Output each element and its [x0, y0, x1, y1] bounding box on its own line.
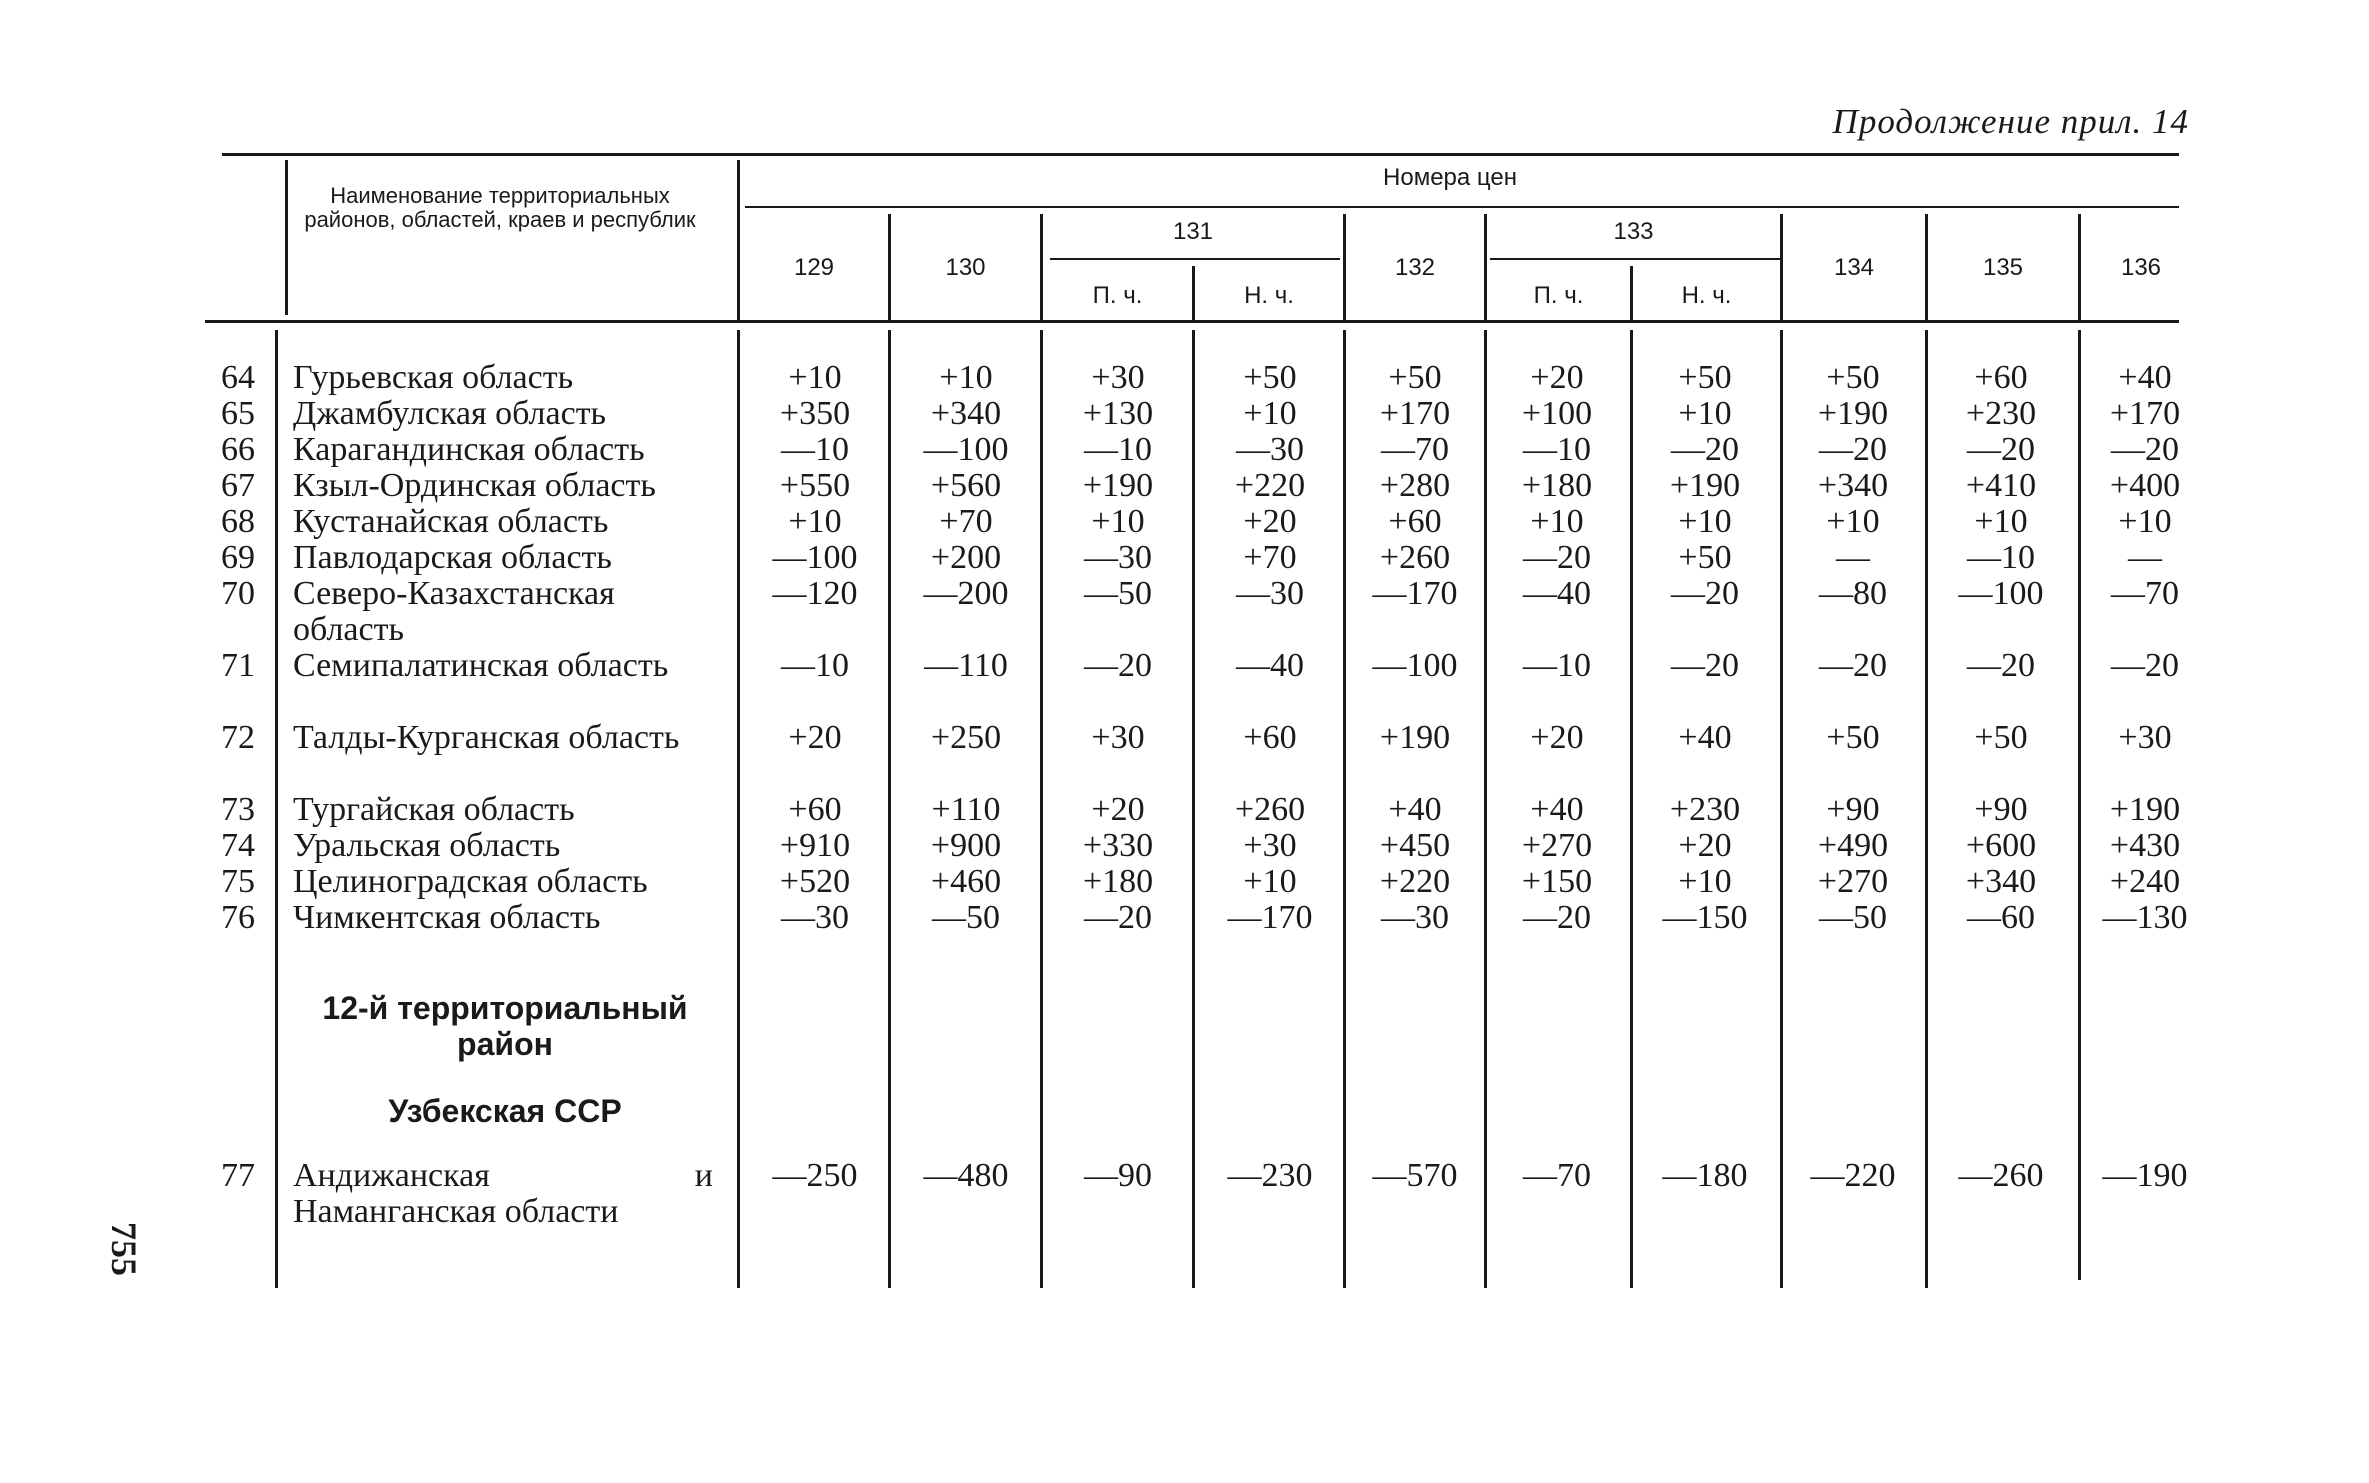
row-number: 68: [221, 503, 255, 540]
value-133-p: +270: [1521, 827, 1593, 864]
region-name: Кзыл-Ординская область: [293, 467, 656, 504]
value-133-n: +10: [1678, 863, 1732, 900]
value-133-n: +50: [1678, 359, 1732, 396]
value-134: +50: [1826, 359, 1880, 396]
value-134: +490: [1817, 827, 1889, 864]
header-bottom-rule: [205, 320, 2179, 323]
sub-131-underline: [1050, 258, 1340, 260]
header-col-134: 134: [1833, 254, 1875, 281]
value-129: +20: [788, 719, 842, 756]
value-133-n: —20: [1671, 431, 1739, 468]
value-132: +260: [1379, 539, 1451, 576]
value-133-n: —20: [1671, 647, 1739, 684]
body-divider: [275, 330, 278, 1288]
region-name: Андижанская и Наманганская области: [293, 1157, 713, 1230]
value-135: +230: [1965, 395, 2037, 432]
value-130: —100: [923, 431, 1009, 468]
value-135: +10: [1974, 503, 2028, 540]
value-134: —20: [1819, 431, 1887, 468]
header-sub-131-p: П. ч.: [1092, 282, 1143, 309]
value-136: —: [2128, 539, 2162, 576]
sub-133-underline: [1490, 258, 1780, 260]
value-135: +50: [1974, 719, 2028, 756]
row-number: 72: [221, 719, 255, 756]
value-131-n: —40: [1236, 647, 1304, 684]
header-name: Наименование территориальных районов, областей, краев и республик: [304, 183, 696, 232]
region-name: Чимкентская область: [293, 899, 601, 936]
value-135: +90: [1974, 791, 2028, 828]
row-number: 66: [221, 431, 255, 468]
value-136: +400: [2109, 467, 2181, 504]
value-131-n: —230: [1227, 1157, 1313, 1194]
value-133-p: +150: [1521, 863, 1593, 900]
value-133-p: —20: [1523, 539, 1591, 576]
value-131-n: +10: [1243, 395, 1297, 432]
row-number: 76: [221, 899, 255, 936]
value-136: —130: [2102, 899, 2188, 936]
value-131-p: +180: [1082, 863, 1154, 900]
value-133-p: +10: [1530, 503, 1584, 540]
value-129: —120: [772, 575, 858, 612]
value-135: —260: [1958, 1157, 2044, 1194]
value-129: —10: [781, 431, 849, 468]
value-132: —170: [1372, 575, 1458, 612]
header-col-135: 135: [1982, 254, 2024, 281]
region-name: Гурьевская область: [293, 359, 574, 396]
value-133-p: —10: [1523, 431, 1591, 468]
value-131-n: +260: [1234, 791, 1306, 828]
value-129: +350: [779, 395, 851, 432]
value-134: +270: [1817, 863, 1889, 900]
value-131-p: +20: [1091, 791, 1145, 828]
header-sub-131-n: Н. ч.: [1244, 282, 1294, 309]
region-name: Джамбулская область: [293, 395, 607, 432]
value-134: —: [1836, 539, 1870, 576]
value-130: —480: [923, 1157, 1009, 1194]
value-129: +60: [788, 791, 842, 828]
value-131-n: +220: [1234, 467, 1306, 504]
value-129: —250: [772, 1157, 858, 1194]
value-132: +60: [1388, 503, 1442, 540]
value-131-p: —50: [1084, 575, 1152, 612]
value-129: +910: [779, 827, 851, 864]
value-132: +170: [1379, 395, 1451, 432]
value-129: +10: [788, 359, 842, 396]
value-134: —20: [1819, 647, 1887, 684]
value-132: —570: [1372, 1157, 1458, 1194]
value-135: +60: [1974, 359, 2028, 396]
value-135: +600: [1965, 827, 2037, 864]
group-underline: [745, 206, 2179, 208]
value-136: —190: [2102, 1157, 2188, 1194]
section-subtitle: Узбекская ССР: [388, 1093, 622, 1129]
value-136: +10: [2118, 503, 2172, 540]
value-129: +550: [779, 467, 851, 504]
value-129: +10: [788, 503, 842, 540]
value-135: —60: [1967, 899, 2035, 936]
row-number: 69: [221, 539, 255, 576]
value-133-n: —150: [1662, 899, 1748, 936]
region-name: Павлодарская область: [293, 539, 612, 576]
value-133-p: —70: [1523, 1157, 1591, 1194]
value-134: +340: [1817, 467, 1889, 504]
value-136: +30: [2118, 719, 2172, 756]
header-col-136: 136: [2120, 254, 2162, 281]
value-131-p: +30: [1091, 359, 1145, 396]
value-134: —50: [1819, 899, 1887, 936]
value-133-n: +10: [1678, 503, 1732, 540]
value-134: —220: [1810, 1157, 1896, 1194]
value-133-p: +20: [1530, 359, 1584, 396]
header-divider: [737, 160, 740, 320]
value-136: —20: [2111, 647, 2179, 684]
region-name: Целиноградская область: [293, 863, 648, 900]
value-130: —110: [924, 647, 1008, 684]
value-131-n: +20: [1243, 503, 1297, 540]
value-133-p: +20: [1530, 719, 1584, 756]
value-134: +50: [1826, 719, 1880, 756]
value-134: +10: [1826, 503, 1880, 540]
value-131-p: —10: [1084, 431, 1152, 468]
value-135: +410: [1965, 467, 2037, 504]
value-136: —70: [2111, 575, 2179, 612]
header-col-133: 133: [1613, 218, 1654, 245]
value-132: —30: [1381, 899, 1449, 936]
row-number: 71: [221, 647, 255, 684]
header-col-131: 131: [1172, 218, 1214, 245]
value-133-n: +230: [1669, 791, 1741, 828]
value-129: +520: [779, 863, 851, 900]
value-131-n: +30: [1243, 827, 1297, 864]
header-col-130: 130: [945, 254, 986, 281]
value-133-n: +10: [1678, 395, 1732, 432]
table-top-rule: [222, 153, 2179, 156]
value-136: —20: [2111, 431, 2179, 468]
value-132: +40: [1388, 791, 1442, 828]
value-132: —70: [1381, 431, 1449, 468]
header-sub-133-p: П. ч.: [1533, 282, 1584, 309]
row-number: 73: [221, 791, 255, 828]
header-group-title: Номера цен: [1383, 164, 1517, 191]
row-number: 75: [221, 863, 255, 900]
value-131-p: —20: [1084, 647, 1152, 684]
row-number: 65: [221, 395, 255, 432]
value-131-p: —30: [1084, 539, 1152, 576]
value-135: —100: [1958, 575, 2044, 612]
value-134: +190: [1817, 395, 1889, 432]
value-136: +240: [2109, 863, 2181, 900]
value-130: +70: [939, 503, 993, 540]
value-136: +190: [2109, 791, 2181, 828]
value-136: +430: [2109, 827, 2181, 864]
value-130: —50: [932, 899, 1000, 936]
value-133-n: +50: [1678, 539, 1732, 576]
region-name: Уральская область: [293, 827, 561, 864]
header-col-132: 132: [1394, 254, 1436, 281]
value-131-p: +190: [1082, 467, 1154, 504]
value-129: —30: [781, 899, 849, 936]
value-132: +450: [1379, 827, 1451, 864]
value-133-p: —10: [1523, 647, 1591, 684]
value-131-n: +70: [1243, 539, 1297, 576]
region-name: Карагандинская область: [293, 431, 645, 468]
value-135: +340: [1965, 863, 2037, 900]
value-129: —10: [781, 647, 849, 684]
value-130: +900: [930, 827, 1002, 864]
row-number: 64: [221, 359, 255, 396]
value-135: —20: [1967, 647, 2035, 684]
value-129: —100: [772, 539, 858, 576]
value-133-n: +40: [1678, 719, 1732, 756]
value-133-p: —40: [1523, 575, 1591, 612]
region-name: Северо-Казахстанская область: [293, 575, 615, 648]
value-132: +280: [1379, 467, 1451, 504]
page-number: 755: [104, 1222, 144, 1276]
row-number: 70: [221, 575, 255, 612]
value-136: +170: [2109, 395, 2181, 432]
value-131-n: +60: [1243, 719, 1297, 756]
value-134: —80: [1819, 575, 1887, 612]
row-number: 77: [221, 1157, 255, 1194]
value-131-n: +50: [1243, 359, 1297, 396]
value-133-p: +180: [1521, 467, 1593, 504]
region-name: Кустанайская область: [293, 503, 609, 540]
value-131-p: —90: [1084, 1157, 1152, 1194]
value-131-p: +130: [1082, 395, 1154, 432]
region-name: Талды-Курганская область: [293, 719, 680, 756]
value-131-n: —170: [1227, 899, 1313, 936]
value-133-p: +40: [1530, 791, 1584, 828]
value-134: +90: [1826, 791, 1880, 828]
value-133-n: +190: [1669, 467, 1741, 504]
value-132: +220: [1379, 863, 1451, 900]
value-133-p: +100: [1521, 395, 1593, 432]
value-130: +340: [930, 395, 1002, 432]
value-133-n: —20: [1671, 575, 1739, 612]
value-130: +560: [930, 467, 1002, 504]
region-name: Тургайская область: [293, 791, 575, 828]
value-130: +200: [930, 539, 1002, 576]
header-col-129: 129: [793, 254, 835, 281]
region-name: Семипалатинская область: [293, 647, 669, 684]
value-130: —200: [923, 575, 1009, 612]
continuation-caption: Продолжение прил. 14: [1832, 102, 2189, 141]
value-135: —10: [1967, 539, 2035, 576]
value-136: +40: [2118, 359, 2172, 396]
value-131-n: —30: [1236, 431, 1304, 468]
value-131-n: —30: [1236, 575, 1304, 612]
row-number: 74: [221, 827, 255, 864]
value-131-p: —20: [1084, 899, 1152, 936]
value-132: +50: [1388, 359, 1442, 396]
value-132: +190: [1379, 719, 1451, 756]
value-130: +460: [930, 863, 1002, 900]
value-133-n: +20: [1678, 827, 1732, 864]
header-sub-133-n: Н. ч.: [1681, 282, 1732, 309]
value-130: +110: [931, 791, 1001, 828]
value-130: +250: [930, 719, 1002, 756]
value-131-p: +10: [1091, 503, 1145, 540]
value-130: +10: [939, 359, 993, 396]
value-132: —100: [1372, 647, 1458, 684]
value-133-n: —180: [1662, 1157, 1748, 1194]
value-131-n: +10: [1243, 863, 1297, 900]
value-131-p: +30: [1091, 719, 1145, 756]
value-131-p: +330: [1082, 827, 1154, 864]
value-135: —20: [1967, 431, 2035, 468]
row-number: 67: [221, 467, 255, 504]
value-133-p: —20: [1523, 899, 1591, 936]
section-title: 12-й территориальный район: [322, 990, 688, 1062]
